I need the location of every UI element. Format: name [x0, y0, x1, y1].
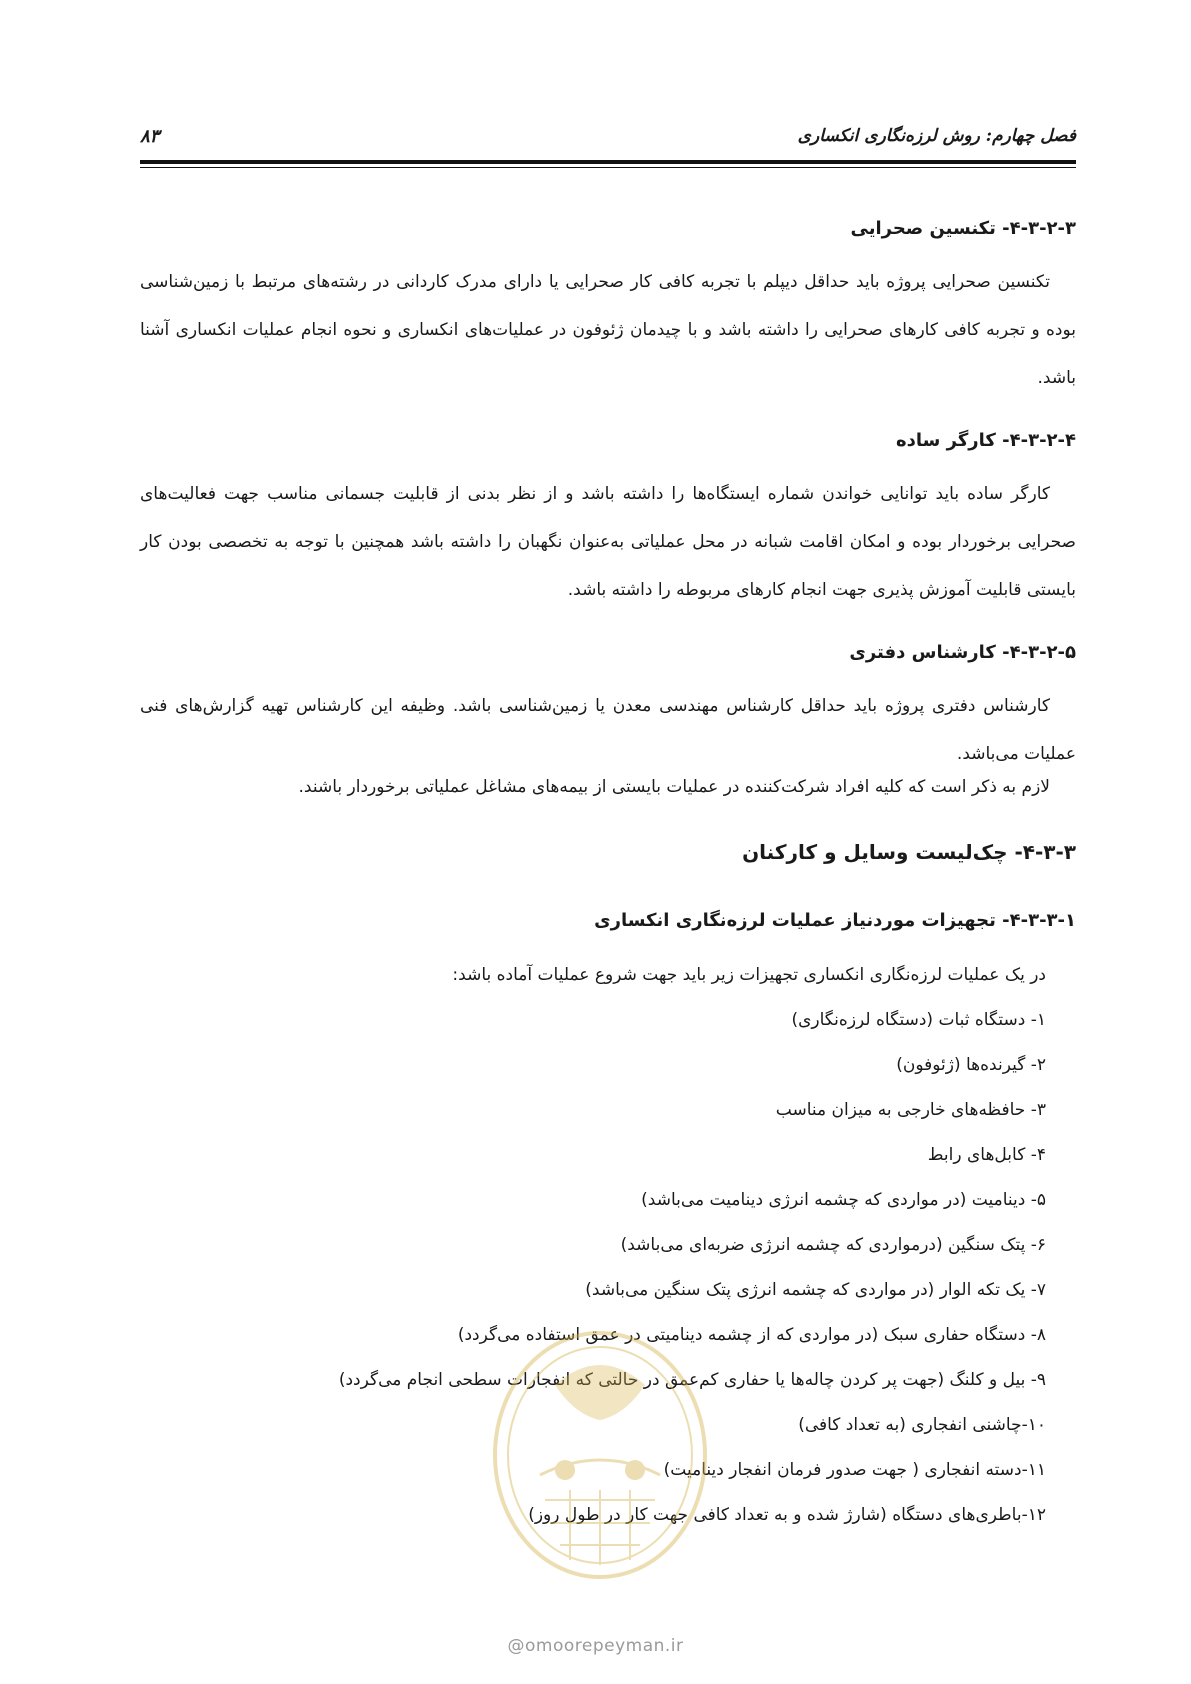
list-item: ۴- کابل‌های رابط — [927, 1145, 1046, 1165]
list-item: ۱۰-چاشنی انفجاری (به تعداد کافی) — [798, 1415, 1046, 1435]
list-item: ۵- دینامیت (در مواردی که چشمه انرژی دینامیت می‌باشد) — [641, 1190, 1046, 1210]
paragraph-text: لازم به ذکر است که کلیه افراد شرکت‌کننده در عملیات بایستی از بیمه‌های مشاغل عملیاتی برخوردار باشند. — [298, 777, 1050, 797]
chapter-title: فصل چهارم: روش لرزه‌نگاری انکساری — [797, 126, 1076, 146]
section-heading-office-expert: ۴-۳-۲-۵- کارشناس دفتری — [849, 642, 1076, 663]
list-item: ۹- بیل و کلنگ (جهت پر کردن چاله‌ها یا حفاری کم‌عمق در حالتی که انفجارات سطحی انجام می‌گردد) — [338, 1370, 1046, 1390]
paragraph-text: تکنسین صحرایی پروژه باید حداقل دیپلم با تجربه کافی کار صحرایی یا دارای مدرک کاردانی در رشته‌های مرتبط با زمین‌شناسی بوده و تجربه کافی کارهای صحرایی را داشته باشد و با چیدمان ژئوفون در عملیات‌های انکساری و نحوه انجام عملیات انکساری آشنا باشد. — [140, 272, 1076, 388]
list-item: ۳- حافظه‌های خارجی به میزان مناسب — [775, 1100, 1046, 1120]
equipment-intro: در یک عملیات لرزه‌نگاری انکساری تجهیزات زیر باید جهت شروع عملیات آماده باشد: — [452, 965, 1046, 985]
section-heading-equipment: ۴-۳-۳-۱- تجهیزات موردنیاز عملیات لرزه‌نگاری انکساری — [594, 910, 1076, 931]
paragraph-text: کارشناس دفتری پروژه باید حداقل کارشناس مهندسی معدن یا زمین‌شناسی باشد. وظیفه این کارشناس تهیه گزارش‌های فنی عملیات می‌باشد. — [140, 696, 1076, 764]
header-rule-thin — [140, 167, 1076, 168]
list-item: ۶- پتک سنگین (درمواردی که چشمه انرژی ضربه‌ای می‌باشد) — [620, 1235, 1046, 1255]
paragraph-simple-worker — [140, 470, 1076, 614]
paragraph-field-technician — [140, 258, 1076, 402]
website-watermark: @omoorepeyman.ir — [507, 1636, 684, 1656]
running-header — [140, 126, 1076, 154]
paragraph-text: کارگر ساده باید توانایی خواندن شماره ایستگاه‌ها را داشته باشد و از نظر بدنی از قابلیت جسمانی مناسب جهت فعالیت‌های صحرایی برخوردار بوده و امکان اقامت شبانه در محل عملیاتی به‌عنوان نگهبان را داشته باشد همچنین با توجه به تخصصی بودن کار بایستی قابلیت آموزش پذیری جهت انجام کارهای مربوطه را داشته باشد. — [140, 484, 1076, 600]
list-item: ۷- یک تکه الوار (در مواردی که چشمه انرژی پتک سنگین می‌باشد) — [585, 1280, 1046, 1300]
list-item: ۲- گیرنده‌ها (ژئوفون) — [896, 1055, 1046, 1075]
list-item: ۱۱-دسته انفجاری ( جهت صدور فرمان انفجار دینامیت) — [663, 1460, 1046, 1480]
header-rule-thick — [140, 160, 1076, 164]
seal-watermark-icon — [485, 1325, 715, 1585]
page-number: ۸۳ — [140, 126, 160, 147]
section-heading-simple-worker: ۴-۳-۲-۴- کارگر ساده — [896, 430, 1076, 451]
paragraph-insurance-note — [140, 763, 1076, 811]
section-heading-checklist: ۴-۳-۳- چک‌لیست وسایل و کارکنان — [742, 840, 1076, 864]
list-item: ۱۲-باطری‌های دستگاه (شارژ شده و به تعداد کافی جهت کار در طول روز) — [528, 1505, 1046, 1525]
list-item: ۸- دستگاه حفاری سبک (در مواردی که از چشمه دینامیتی در عمق استفاده می‌گردد) — [457, 1325, 1046, 1345]
list-item: ۱- دستگاه ثبات (دستگاه لرزه‌نگاری) — [791, 1010, 1046, 1030]
section-heading-field-technician: ۴-۳-۲-۳- تکنسین صحرایی — [850, 218, 1076, 239]
